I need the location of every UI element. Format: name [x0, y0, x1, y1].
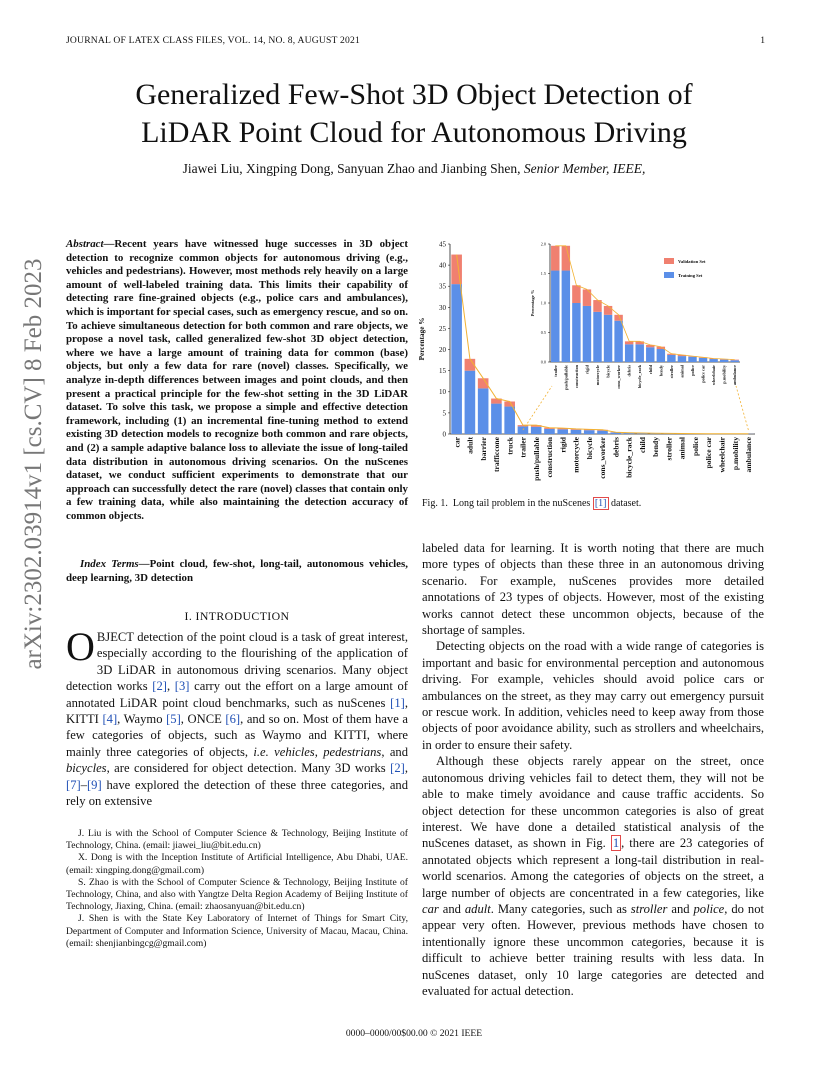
italic-term: adult	[464, 901, 491, 916]
category-label: construction	[573, 365, 579, 388]
bar-validation	[604, 306, 612, 315]
intro-paragraph: OBJECT detection of the point cloud is a task of great interest, especially according to the flourishing of the application of 3D LiDAR in autonomous driving scenarios. Many object detection works [2], [3] carry out the effort on a large amount of annotated LiDAR point cloud benchmarks, such as nuScenes [1], KITTI [4], Waymo [5], ONCE [6], and so on. Most of them have a few categories of objects, such as Waymo and KITTI, where mainly three categories of objects, i.e. vehicles, pedestrians, and bicycles, are considered for object detection. Many 3D works [2], [7]–[9] have explored the detection of these three categories, and rely on extensive	[66, 624, 409, 809]
index-terms-lead: Index Terms	[80, 558, 139, 570]
intro-italic: i.e. vehicles	[253, 744, 315, 759]
bar-training	[699, 358, 707, 362]
category-label: car	[452, 437, 462, 448]
category-label: bicycle_rack	[624, 437, 634, 478]
y-tick-label: 25	[439, 324, 446, 333]
citation-link[interactable]: [5]	[166, 712, 181, 727]
footnote-item: S. Zhao is with the School of Computer Science & Technology, Beijing Institute of Technology, China, and also with Yangtze Delta Region Academy of Beijing Institute of Technology, Jiaxing, China. (email: zhaosanyuan@bit.edu.cn)	[66, 876, 408, 913]
paper-title	[40, 76, 788, 152]
citation-link[interactable]: [4]	[102, 712, 118, 727]
category-label: animal	[679, 365, 685, 378]
paragraph-text: , there are 23 categories of annotated objects which represent a long-tail distribution in real-world scenarios. Among the categories of objects on the street, a large number of objects are concentrated in a few categories, like	[422, 836, 764, 900]
y-tick-label: 1.0	[540, 300, 546, 306]
category-label: bicycle	[605, 365, 611, 378]
category-label: trailer	[518, 437, 528, 458]
category-label: bicycle	[584, 437, 594, 460]
category-label: police car	[704, 437, 714, 469]
category-label: debris	[626, 365, 632, 377]
intro-text: , are considered for object detection. Many 3D works	[106, 761, 391, 776]
footnote-item: J. Shen is with the State Key Laboratory of Internet of Things for Smart City, Department of Computer and Information Science, University of Macau, Macau, China. (email: shenjianbingcg@gmail.com)	[66, 913, 408, 949]
intro-text: have explored the detection of these three categories, and rely on extensive	[66, 777, 408, 809]
paragraph-text: . Many categories, such as	[490, 901, 631, 916]
category-label: adult	[465, 437, 475, 454]
citation-link[interactable]: [9]	[86, 777, 102, 792]
intro-italic: bicycles	[66, 761, 107, 776]
right-column-text	[422, 540, 764, 999]
y-tick-label: 15	[439, 367, 446, 376]
bar-validation	[451, 255, 462, 285]
bar-training	[518, 426, 529, 434]
index-terms-text: —Point cloud, few-shot, long-tail, autonomous vehicles, deep learning, 3D detection	[66, 558, 408, 584]
caption-prefix: Fig. 1.	[422, 498, 448, 509]
bar-training	[657, 349, 665, 362]
category-label: rigid	[558, 437, 568, 453]
italic-term: stroller	[630, 901, 668, 916]
legend-swatch-training	[664, 272, 674, 278]
author-list	[40, 161, 788, 177]
caption-citation-link[interactable]: [1]	[594, 498, 607, 509]
bar-training	[465, 371, 476, 434]
category-label: bendy	[658, 365, 664, 377]
legend-swatch-validation	[664, 258, 674, 264]
category-label: ambulance	[732, 365, 738, 386]
paragraph-text: and	[438, 901, 465, 916]
journal-header: JOURNAL OF LATEX CLASS FILES, VOL. 14, NO. 8, AUGUST 2021	[66, 35, 360, 46]
intro-text: , KITTI	[66, 695, 408, 727]
intro-text: , and so on. Most of them have a few categories of objects, such as Waymo and KITTI, where mainly three categories of objects,	[66, 712, 408, 759]
bar-training	[584, 430, 595, 434]
bar-training	[604, 315, 612, 362]
citation-link[interactable]: [1]	[390, 695, 405, 710]
category-label: police car	[700, 365, 706, 383]
bar-training	[583, 306, 591, 362]
category-label: cons_worker	[616, 365, 622, 389]
bar-validation	[636, 341, 644, 344]
y-tick-label: 2.0	[540, 241, 546, 247]
bar-training	[709, 359, 717, 362]
category-label: motorcycle	[595, 365, 601, 386]
bar-training	[625, 344, 633, 362]
y-tick-label: 0.0	[540, 359, 546, 365]
index-terms	[66, 558, 408, 585]
category-label: motorcycle	[571, 437, 581, 473]
y-tick-label: 1.5	[540, 270, 546, 276]
category-label: trailer	[552, 365, 558, 377]
bar-training	[557, 429, 568, 434]
category-label: p.mobility	[730, 437, 740, 471]
authors-names: Jiawei Liu, Xingping Dong, Sanyuan Zhao and Jianbing Shen,	[182, 161, 521, 176]
citation-link[interactable]: [2]	[152, 679, 167, 694]
category-label: cons_worker	[598, 437, 608, 479]
figure-ref-link[interactable]: 1	[612, 836, 620, 851]
bar-training	[571, 430, 582, 434]
caption-text: Long tail problem in the nuScenes	[452, 498, 591, 509]
y-tick-label: 10	[439, 388, 446, 397]
bar-training	[491, 404, 502, 434]
citation-link[interactable]: [3]	[174, 679, 190, 694]
bar-training	[544, 429, 555, 434]
category-label: stroller	[664, 437, 674, 461]
inset-connector	[523, 386, 552, 430]
abstract-text: —Recent years have witnessed huge successes in 3D object detection to recognize common objects for autonomous driving (e.g., vehicles and pedestrians). However, most methods rely heavily on a large amount of well-labeled training data. This limits their capability of detecting rare fine-grained objects (e.g., police cars and ambulances), which is important for special cases, such as emergency rescue, and so on. To achieve simultaneous detection for both common and rare objects, we propose a novel task, called generalized few-shot 3D object detection, where we have a large amount of training data for common (base) objects, but only a few data for rare (novel) classes. Specifically, we analyze in-depth differences between images and point clouds, and then present a practical principle for the few-shot setting in the 3D LiDAR dataset. To solve this task, we propose a simple and effective detection framework, including (1) an incremental fine-tuning method to extend existing 3D detection models to recognize both common and rare objects, and (2) a sample adaptive balance loss to alleviate the issue of long-tailed data distribution in autonomous driving scenarios. On the nuScenes dataset, we conduct sufficient experiments to demonstrate that our approach can successfully detect the rare (novel) classes that contain only a few training data, while also maintaining the detection accuracy of common objects.	[66, 238, 408, 522]
category-label: bendy	[651, 437, 661, 457]
y-tick-label: 45	[439, 240, 446, 249]
bar-validation	[572, 285, 580, 303]
trend-line	[555, 246, 734, 360]
category-label: trafficcone	[492, 437, 502, 472]
bar-training	[593, 312, 601, 362]
y-tick-label: 30	[439, 303, 446, 312]
inset-connector	[736, 386, 748, 430]
intro-text: , and	[381, 744, 409, 759]
category-label: animal	[677, 437, 687, 460]
category-label: ambulance	[744, 437, 754, 473]
bar-chart-svg	[416, 232, 764, 490]
legend-label-training: Training Set	[678, 273, 703, 278]
bar-training	[646, 347, 654, 362]
category-label: bicycle_rack	[637, 365, 643, 389]
bar-training	[551, 271, 559, 362]
category-label: police	[690, 437, 700, 456]
bar-training	[678, 356, 686, 362]
intro-text: , Waymo	[117, 712, 167, 727]
y-axis-label: Percentage %	[530, 289, 535, 317]
category-label: p.mobility	[721, 365, 727, 384]
bar-validation	[625, 341, 633, 344]
title-line-2: LiDAR Point Cloud for Autonomous Driving	[141, 116, 687, 149]
intro-text: –	[80, 777, 87, 792]
y-tick-label: 20	[439, 346, 446, 355]
citation-link[interactable]: [2]	[390, 761, 405, 776]
paragraph-text: , do not appear very often. However, previous methods have chosen to intentionally ignore these uncommon categories, because it is difficult to achieve better training results with less data. In nuScenes dataset, only 10 large categories are detected and evaluated for actual detection.	[422, 901, 765, 998]
intro-text: ,	[314, 744, 324, 759]
bar-training	[562, 271, 570, 362]
page-number: 1	[760, 35, 765, 46]
intro-text: carry out the effort on a large amount of annotated LiDAR point cloud benchmarks, such as nuScenes	[66, 679, 408, 710]
drop-cap: O	[66, 624, 95, 669]
intro-italic: pedestrians	[323, 744, 382, 759]
intro-text: BJECT detection of the point cloud is a task of great interest, especially according to the flourishing of the application of 3D LiDAR in autonomous driving scenarios. Many object detection works	[66, 630, 408, 694]
paragraph-text: and	[667, 901, 694, 916]
abstract	[66, 238, 408, 523]
category-label: police	[690, 365, 696, 376]
y-tick-label: 40	[439, 261, 446, 270]
author-suffix: Senior Member, IEEE,	[523, 161, 646, 176]
y-tick-label: 0.5	[540, 329, 546, 335]
y-tick-label: 5	[442, 409, 446, 418]
category-label: wheelchair	[711, 365, 717, 386]
category-label: debris	[611, 437, 621, 458]
bar-training	[688, 357, 696, 362]
arxiv-stamp[interactable]: arXiv:2302.03914v1 [cs.CV] 8 Feb 2023	[20, 258, 47, 670]
bar-training	[667, 355, 675, 362]
bar-validation	[551, 246, 559, 271]
abstract-lead: Abstract	[66, 238, 104, 250]
paragraph	[422, 753, 764, 999]
category-label: stroller	[668, 365, 674, 379]
category-label: barrier	[478, 437, 488, 461]
category-label: wheelchair	[717, 437, 727, 473]
legend-label-validation: Validation Set	[678, 259, 706, 264]
bar-training	[636, 344, 644, 362]
italic-term: police	[693, 901, 725, 916]
bar-training	[614, 321, 622, 362]
bar-training	[504, 407, 515, 434]
figure-caption	[422, 498, 641, 509]
y-tick-label: 35	[439, 282, 446, 291]
section-heading: I. INTRODUCTION	[184, 609, 290, 623]
bar-training	[478, 388, 489, 434]
category-label: child	[637, 437, 647, 454]
caption-suffix: dataset.	[611, 498, 642, 509]
y-axis-label: Percentage %	[418, 317, 426, 361]
bar-training	[531, 427, 542, 434]
category-label: child	[647, 365, 653, 375]
category-label: truck	[505, 437, 515, 455]
category-label: push/pullable	[563, 365, 569, 390]
bar-training	[731, 360, 739, 362]
bar-training	[451, 284, 462, 434]
footnote-item: J. Liu is with the School of Computer Science & Technology, Beijing Institute of Technology, China. (email: jiawei_liu@bit.edu.cn)	[66, 828, 408, 852]
citation-link[interactable]: [7]	[66, 777, 81, 792]
citation-link[interactable]: [6]	[225, 712, 241, 727]
category-label: rigid	[584, 365, 590, 374]
footnote-item: X. Dong is with the Inception Institute of Artificial Intelligence, Abu Dhabi, UAE. (email: xingping.dong@gmail.com)	[66, 852, 408, 876]
category-label: construction	[545, 437, 555, 478]
y-tick-label: 0	[442, 430, 446, 439]
italic-term: car	[422, 901, 439, 916]
long-tail-figure	[416, 232, 764, 490]
title-line-1: Generalized Few-Shot 3D Object Detection of	[135, 78, 693, 111]
paragraph: labeled data for learning. It is worth noting that there are much more types of objects than these three in an autonomous driving scenario. For example, nuScenes provides more detailed annotations of 23 types of objects. However, most of the existing works cannot detect these uncommon objects, because of the shortage of samples.	[422, 541, 764, 638]
category-label: push/pullable	[531, 437, 541, 481]
paragraph-text: Although these objects rarely appear on the street, once autonomous driving vehicles fail to detect them, they will not be able to make timely avoidance and cause traffic accidents. So object detection for these uncommon categories is also of great interest. We have done a detailed statistical analysis of the nuScenes dataset, as shown in Fig.	[422, 754, 764, 851]
bar-training	[597, 431, 608, 434]
bar-training	[720, 360, 728, 362]
intro-text: , ONCE	[180, 712, 226, 727]
paragraph: Detecting objects on the road with a wide range of categories is important and basic for environmental perception and autonomous driving. For example, vehicles should avoid police cars or ambulances on the street, as they may carry out emergency pursuit or rescue work. In addition, vehicles need to keep away from those objects of poor avoidance ability, such as strollers and wheelchairs, in order to ensure their safety.	[422, 639, 764, 752]
author-footnotes	[66, 828, 408, 950]
copyright-footer: 0000–0000/00$00.00 © 2021 IEEE	[345, 1028, 483, 1039]
bar-training	[572, 303, 580, 362]
